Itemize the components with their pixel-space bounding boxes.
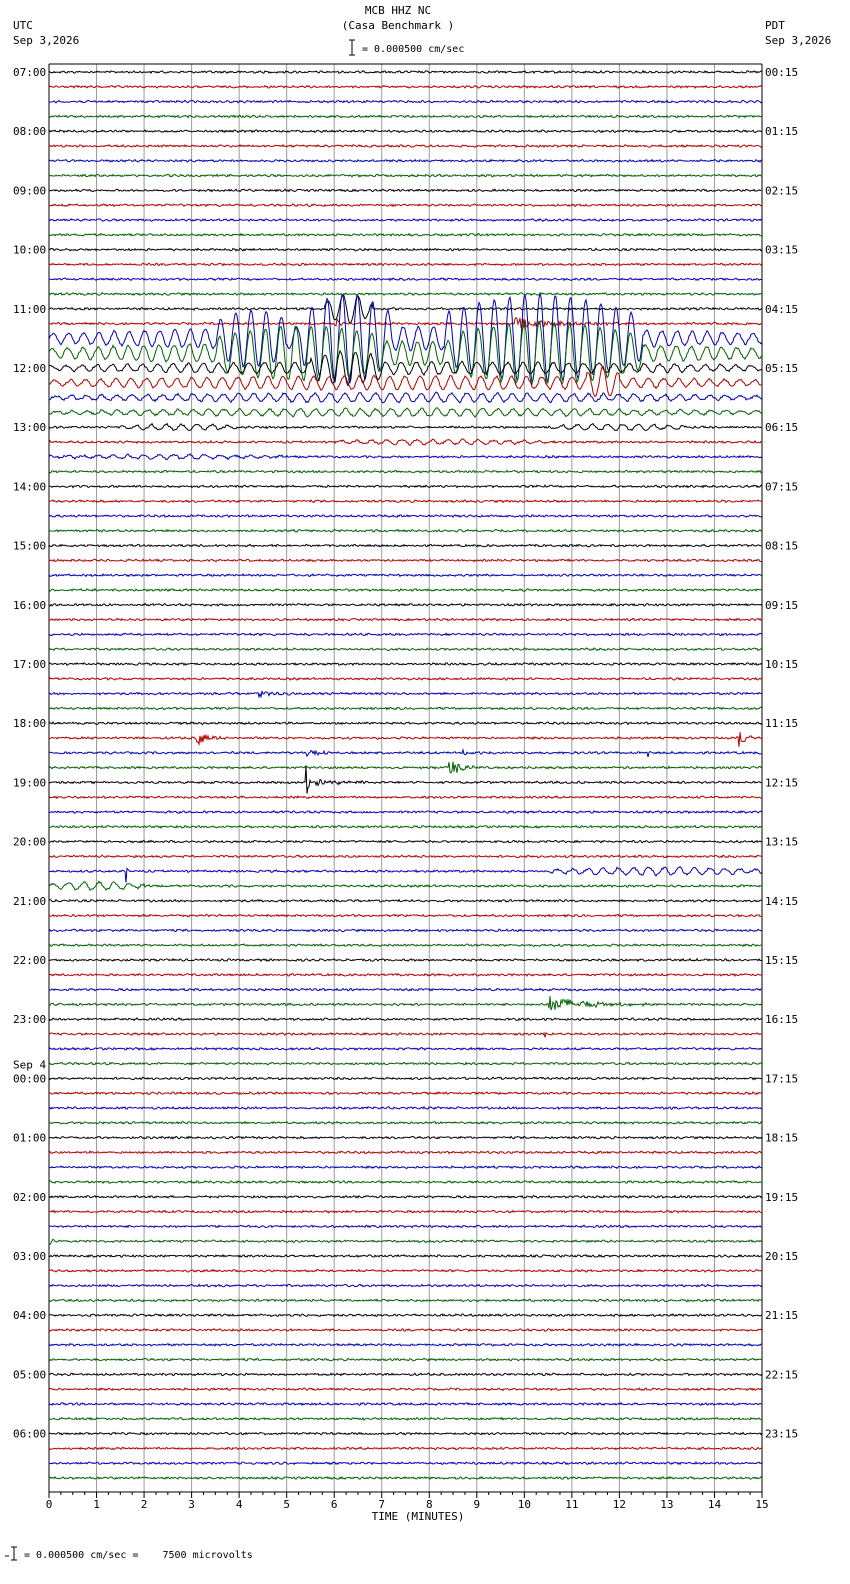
pdt-hour-label: 10:15 <box>765 658 799 671</box>
trace-row-63 <box>49 996 762 1010</box>
trace-row-36 <box>49 604 762 606</box>
trace-row-72 <box>49 1136 762 1138</box>
trace-row-33 <box>49 559 762 561</box>
pdt-hour-label: 07:15 <box>765 480 799 494</box>
pdt-hour-label: 06:15 <box>765 421 799 435</box>
pdt-hour-label: 03:15 <box>765 243 799 257</box>
trace-row-77 <box>49 1210 762 1212</box>
trace-row-64 <box>49 1018 762 1020</box>
trace-row-56 <box>49 900 762 902</box>
pdt-hour-label: 05:15 <box>765 362 799 375</box>
trace-row-15 <box>49 293 762 295</box>
utc-hour-label: 13:00 <box>13 421 47 435</box>
trace-row-84 <box>49 1314 762 1316</box>
trace-row-30 <box>49 515 762 517</box>
utc-hour-label: 15:00 <box>13 539 47 553</box>
trace-row-43 <box>49 707 762 709</box>
trace-row-71 <box>49 1122 762 1124</box>
trace-row-31 <box>49 530 762 532</box>
x-tick-label: 14 <box>707 1498 722 1511</box>
trace-row-65 <box>49 1033 762 1038</box>
trace-row-90 <box>49 1403 762 1405</box>
trace-row-4 <box>49 130 762 132</box>
utc-hour-label: 06:00 <box>13 1427 47 1441</box>
trace-row-22 <box>49 392 762 403</box>
x-axis-label: TIME (MINUTES) <box>371 1510 465 1523</box>
pdt-hour-label: 08:15 <box>765 539 799 553</box>
trace-row-82 <box>49 1284 762 1286</box>
utc-hour-label: 02:00 <box>13 1190 47 1204</box>
utc-hour-label: 19:00 <box>13 776 47 790</box>
x-tick-label: 6 <box>330 1498 338 1511</box>
trace-row-0 <box>49 71 762 73</box>
utc-hour-label: 14:00 <box>13 480 47 494</box>
x-tick-label: 9 <box>473 1498 481 1511</box>
trace-row-44 <box>49 722 762 724</box>
pdt-hour-label: 01:15 <box>765 125 799 139</box>
pdt-hour-label: 09:15 <box>765 598 799 612</box>
x-tick-label: 10 <box>517 1498 531 1511</box>
trace-row-32 <box>49 544 762 546</box>
x-axis <box>46 1492 769 1511</box>
trace-row-78 <box>49 1225 762 1227</box>
x-tick-label: 12 <box>612 1498 627 1511</box>
trace-row-16 <box>49 295 762 323</box>
trace-row-79 <box>49 1239 762 1245</box>
trace-row-38 <box>49 633 762 635</box>
trace-row-45 <box>49 732 762 747</box>
trace-row-11 <box>49 234 762 236</box>
utc-hour-label: 01:00 <box>13 1131 47 1145</box>
trace-group <box>49 71 762 1479</box>
trace-row-1 <box>49 86 762 88</box>
trace-row-81 <box>49 1270 762 1272</box>
trace-row-69 <box>49 1092 762 1094</box>
trace-row-75 <box>49 1181 762 1183</box>
trace-row-5 <box>49 145 762 147</box>
trace-row-76 <box>49 1196 762 1198</box>
trace-row-66 <box>49 1048 762 1050</box>
trace-row-54 <box>49 867 762 883</box>
x-tick-label: 8 <box>425 1498 433 1511</box>
pdt-hour-label: 12:15 <box>765 776 799 790</box>
trace-row-25 <box>49 439 762 445</box>
trace-row-92 <box>49 1432 762 1434</box>
trace-row-12 <box>49 248 762 250</box>
trace-row-80 <box>49 1255 762 1257</box>
station-location: (Casa Benchmark ) <box>341 19 455 32</box>
trace-row-40 <box>49 663 762 665</box>
x-tick-label: 1 <box>93 1498 100 1511</box>
trace-row-95 <box>49 1477 762 1479</box>
trace-row-23 <box>49 408 762 417</box>
trace-row-85 <box>49 1329 762 1331</box>
utc-hour-label: 08:00 <box>13 125 47 139</box>
trace-row-17 <box>49 318 762 329</box>
trace-row-55 <box>49 881 762 890</box>
trace-row-7 <box>49 174 762 176</box>
minute-grid <box>49 64 762 1492</box>
trace-row-83 <box>49 1299 762 1301</box>
trace-row-89 <box>49 1388 762 1390</box>
utc-hour-label: 00:00 <box>13 1072 47 1086</box>
trace-row-42 <box>49 691 762 697</box>
trace-row-68 <box>49 1077 762 1079</box>
utc-date-change-label: Sep 4 <box>13 1058 47 1072</box>
trace-row-93 <box>49 1447 762 1449</box>
trace-row-57 <box>49 914 762 916</box>
trace-row-13 <box>49 263 762 265</box>
trace-row-53 <box>49 855 762 857</box>
station-title: MCB HHZ NC <box>364 4 432 17</box>
x-tick-label: 15 <box>755 1498 769 1511</box>
utc-hour-label: 07:00 <box>13 66 47 79</box>
trace-row-2 <box>49 100 762 102</box>
trace-row-29 <box>49 500 762 502</box>
x-tick-label: 13 <box>660 1498 674 1511</box>
utc-hour-label: 03:00 <box>13 1250 47 1263</box>
trace-row-60 <box>49 959 762 961</box>
trace-row-52 <box>49 840 762 842</box>
utc-hour-label: 16:00 <box>13 598 47 612</box>
utc-hour-label: 17:00 <box>13 658 47 671</box>
pdt-hour-label: 22:15 <box>765 1368 799 1382</box>
left-timezone: UTC <box>13 19 33 32</box>
header-scale-text: = 0.000500 cm/sec <box>362 44 465 55</box>
trace-row-86 <box>49 1344 762 1346</box>
pdt-hour-label: 16:15 <box>765 1013 799 1027</box>
right-date: Sep 3,2026 <box>765 34 832 47</box>
footer-scale-bar-icon <box>5 1547 17 1560</box>
trace-row-9 <box>49 204 762 206</box>
utc-hour-label: 11:00 <box>13 302 47 316</box>
trace-row-6 <box>49 160 762 162</box>
x-tick-label: 2 <box>140 1498 148 1511</box>
header-scale-bar-icon <box>349 40 355 55</box>
trace-row-74 <box>49 1166 762 1168</box>
trace-row-46 <box>49 750 762 757</box>
trace-row-10 <box>49 219 762 221</box>
trace-row-48 <box>49 765 762 793</box>
pdt-hour-label: 00:15 <box>765 66 799 79</box>
trace-row-58 <box>49 929 762 931</box>
pdt-hour-label: 17:15 <box>765 1072 799 1086</box>
x-tick-label: 4 <box>235 1498 243 1511</box>
pdt-hour-label: 21:15 <box>765 1309 799 1323</box>
pdt-hour-label: 02:15 <box>765 184 799 198</box>
x-tick-label: 3 <box>188 1498 195 1511</box>
trace-row-41 <box>49 678 762 680</box>
trace-row-47 <box>49 762 762 773</box>
utc-hour-label: 09:00 <box>13 184 47 198</box>
pdt-hour-label: 23:15 <box>765 1427 799 1441</box>
trace-row-24 <box>49 424 762 431</box>
pdt-hour-label: 13:15 <box>765 835 799 849</box>
trace-row-26 <box>49 454 762 460</box>
trace-row-37 <box>49 618 762 620</box>
trace-row-59 <box>49 944 762 946</box>
pdt-hour-label: 14:15 <box>765 894 799 908</box>
utc-hour-label: 18:00 <box>13 717 47 731</box>
trace-row-39 <box>49 648 762 650</box>
utc-hour-label: 04:00 <box>13 1309 47 1323</box>
trace-row-20 <box>49 351 762 385</box>
utc-hour-label: 12:00 <box>13 362 47 375</box>
trace-row-91 <box>49 1418 762 1420</box>
x-tick-label: 5 <box>283 1498 290 1511</box>
pdt-hour-label: 15:15 <box>765 954 799 967</box>
trace-row-14 <box>49 278 762 280</box>
x-tick-label: 11 <box>565 1498 579 1511</box>
trace-row-49 <box>49 796 762 798</box>
utc-hour-label: 20:00 <box>13 835 47 849</box>
pdt-hour-label: 18:15 <box>765 1131 799 1145</box>
right-timezone: PDT <box>765 19 785 32</box>
footer-scale-text: = 0.000500 cm/sec = 7500 microvolts <box>24 1550 253 1561</box>
trace-row-62 <box>49 988 762 990</box>
pdt-hour-label: 19:15 <box>765 1190 799 1204</box>
trace-row-61 <box>49 974 762 976</box>
x-tick-label: 7 <box>378 1498 386 1511</box>
pdt-hour-label: 11:15 <box>765 717 799 731</box>
left-date: Sep 3,2026 <box>13 34 80 47</box>
trace-row-88 <box>49 1373 762 1375</box>
trace-row-70 <box>49 1107 762 1109</box>
trace-row-28 <box>49 485 762 487</box>
trace-row-35 <box>49 589 762 591</box>
utc-hour-label: 10:00 <box>13 243 47 257</box>
utc-hour-label: 23:00 <box>13 1013 47 1027</box>
trace-row-8 <box>49 189 762 191</box>
x-tick-label: 0 <box>45 1498 53 1511</box>
trace-row-73 <box>49 1151 762 1153</box>
trace-row-34 <box>49 574 762 576</box>
utc-hour-label: 22:00 <box>13 954 47 967</box>
trace-row-87 <box>49 1358 762 1360</box>
trace-row-3 <box>49 115 762 117</box>
trace-row-51 <box>49 826 762 828</box>
trace-row-67 <box>49 1062 762 1064</box>
trace-row-94 <box>49 1462 762 1464</box>
trace-row-50 <box>49 811 762 813</box>
pdt-hour-label: 20:15 <box>765 1250 799 1263</box>
utc-hour-label: 05:00 <box>13 1368 47 1382</box>
pdt-hour-label: 04:15 <box>765 302 799 316</box>
utc-hour-label: 21:00 <box>13 894 47 908</box>
trace-row-27 <box>49 470 762 472</box>
